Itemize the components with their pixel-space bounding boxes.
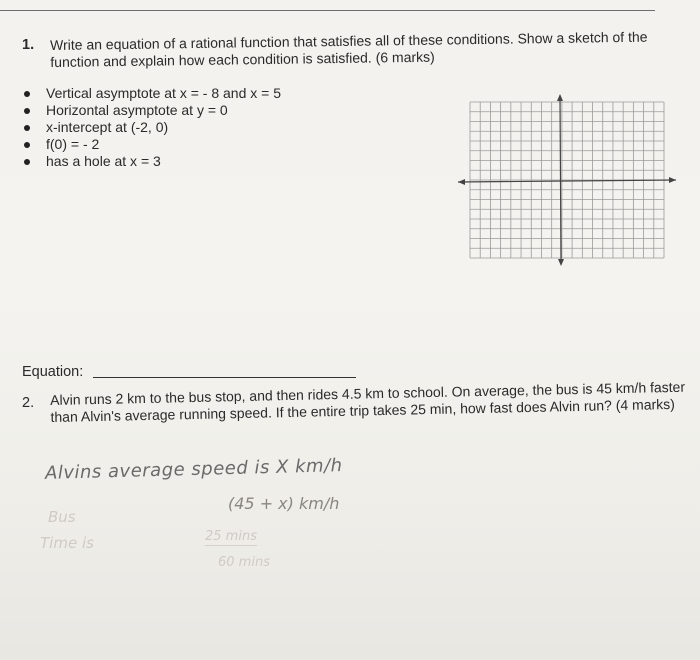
equation-answer-line <box>93 377 356 378</box>
question-2-number: 2. <box>22 395 35 411</box>
handwritten-bus-speed: (45 + x) km/h <box>228 494 340 513</box>
bullet-icon <box>24 142 30 148</box>
condition-text: f(0) = - 2 <box>46 136 100 152</box>
condition-text: Vertical asymptote at x = - 8 and x = 5 <box>46 85 282 101</box>
bullet-icon <box>24 108 30 114</box>
question-2-text: Alvin runs 2 km to the bus stop, and then rides 4.5 km to school. On average, the bus is 45 km/h faster than Alvin's average running speed. If the entire trip takes 25 min, how fast does Alvin run? (4 marks) <box>50 378 686 425</box>
condition-item <box>22 102 281 119</box>
handwritten-line-1: Alvins average speed is X km/h <box>44 455 343 484</box>
condition-text: x-intercept at (-2, 0) <box>46 119 169 135</box>
question-1-text: Write an equation of a rational function that satisfies all of these conditions. Show a sketch of the function and explain how each condition is satisfied. (6 marks) <box>50 28 648 70</box>
handwritten-60-mins: 60 mins <box>218 555 270 570</box>
handwritten-25-mins: 25 mins <box>205 529 257 544</box>
bullet-icon <box>24 159 30 165</box>
bullet-icon <box>24 125 30 131</box>
x-axis-left-arrow-icon <box>458 179 465 185</box>
question-1-number: 1. <box>22 37 35 53</box>
bullet-icon <box>24 91 30 97</box>
y-axis-down-arrow-icon <box>558 259 564 266</box>
condition-item <box>22 119 281 136</box>
condition-text: Horizontal asymptote at y = 0 <box>46 102 228 118</box>
y-axis-up-arrow-icon <box>557 94 563 101</box>
condition-item <box>22 136 281 153</box>
coordinate-grid <box>458 94 676 266</box>
condition-item <box>22 85 281 102</box>
equation-label: Equation: <box>22 364 84 380</box>
condition-list <box>22 85 281 170</box>
top-rule <box>0 10 655 11</box>
handwritten-bus: Bus <box>48 508 76 526</box>
condition-item <box>22 153 281 170</box>
x-axis-right-arrow-icon <box>669 177 676 183</box>
condition-text: has a hole at x = 3 <box>46 153 161 169</box>
handwritten-time: Time is <box>40 534 94 552</box>
